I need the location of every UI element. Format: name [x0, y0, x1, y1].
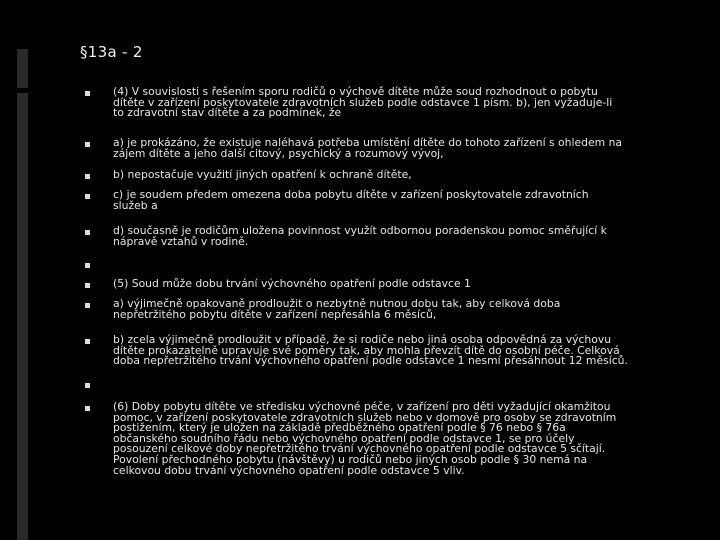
list-item-text: (5) Soud může dobu trvání výchovného opatření podle odstavce 1 — [113, 277, 471, 290]
list-item-text: a) výjimečně opakovaně prodloužit o nezbytně nutnou dobu tak, aby celková doba nepřetržitého pobytu dítěte v zařízení nepřesáhla 6 měsíců, — [113, 297, 561, 321]
bullet-icon — [85, 91, 90, 96]
bullet-icon — [85, 174, 90, 179]
list-item-text: (4) V souvislosti s řešením sporu rodičů o výchově dítěte může soud rozhodnout o pobytu dítěte v zařízení poskytovatele zdravotních služeb podle odstavce 1 písm. b), jen vyžaduje-li to zdravotní stav dítěte a za podmínek, že — [113, 85, 613, 120]
slide-title: §13a - 2 — [80, 43, 143, 61]
bullet-icon — [85, 383, 90, 388]
list-item-text: (6) Doby pobytu dítěte ve středisku výchovné péče, v zařízení pro děti vyžadující okamžitou pomoc, v zařízení poskytovatele zdravotních služeb nebo v domově pro osoby se zdravotním postižením, který je uložen na základě předběžného opatření podle § 76 nebo § 76a občanského soudního řádu nebo výchovného opatření podle odstavce 1, se pro účely posouzení celkové doby nepřetržitého trvání výchovného opatření podle odstavce 5 sčítají. Povolení přechodného pobytu (návštěvy) u rodičů nebo jiných osob podle § 30 nemá na celkovou dobu trvání výchovného opatření podle odstavce 5 vliv. — [113, 400, 617, 477]
bullet-icon — [85, 230, 90, 235]
list-item-text: d) současně je rodičům uložena povinnost využít odbornou poradenskou pomoc směřující k nápravě vztahů v rodině. — [113, 224, 607, 248]
bullet-icon — [85, 339, 90, 344]
bullet-icon — [85, 406, 90, 411]
bullet-icon — [85, 142, 90, 147]
list-item-text: c) je soudem předem omezena doba pobytu dítěte v zařízení poskytovatele zdravotních služeb a — [113, 188, 589, 212]
list-item-text: a) je prokázáno, že existuje naléhavá potřeba umístění dítěte do tohoto zařízení s ohledem na zájem dítěte a jeho další citový, psychický a rozumový vývoj, — [113, 136, 623, 160]
list-item-text: b) nepostačuje využití jiných opatření k ochraně dítěte, — [113, 168, 412, 181]
list-item-text: b) zcela výjimečně prodloužit v případě, že si rodiče nebo jiná osoba odpovědná za výchovu dítěte prokazatelně upravuje své poměry tak, aby mohla převzít dítě do osobní péče. Celková doba nepřetržitého trvání výchovného opatření podle odstavce 1 nesmí přesáhnout 12 měsíců. — [113, 333, 628, 368]
bullet-icon — [85, 194, 90, 199]
bullet-icon — [85, 303, 90, 308]
bullet-icon — [85, 283, 90, 288]
bullet-icon — [85, 263, 90, 268]
